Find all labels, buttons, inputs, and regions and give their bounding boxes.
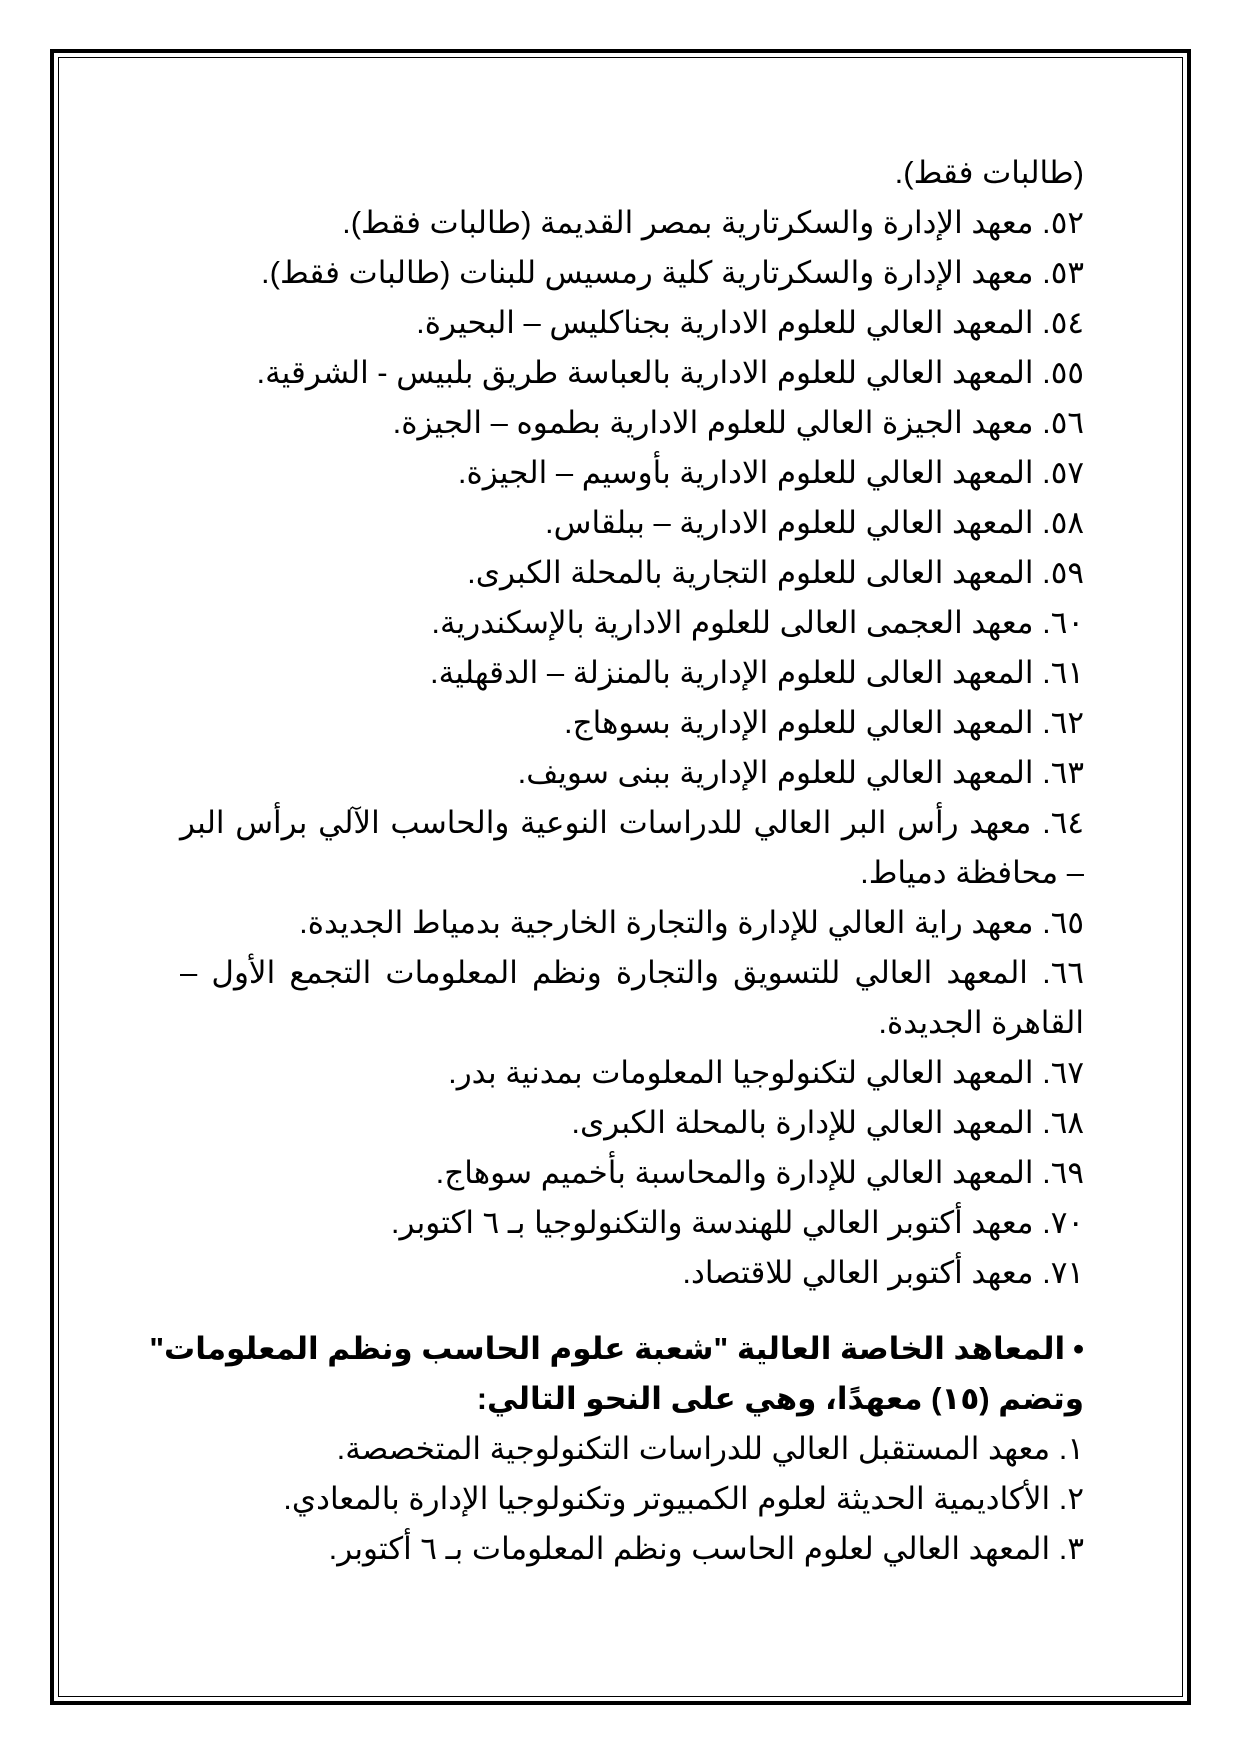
list-item: ٥٣. معهد الإدارة والسكرتارية كلية رمسيس للبنات (طالبات فقط). [261,255,1084,290]
list-item: ٥٢. معهد الإدارة والسكرتارية بمصر القديمة (طالبات فقط). [342,205,1084,240]
list-item: ٥٧. المعهد العالي للعلوم الادارية بأوسيم – الجيزة. [457,455,1084,490]
list-item: (طالبات فقط). [894,155,1084,190]
list-item: ٥٥. المعهد العالي للعلوم الادارية بالعباسة طريق بلبيس - الشرقية. [256,355,1084,390]
list-item: ٦٤. معهد رأس البر العالي للدراسات النوعية والحاسب الآلي برأس البر – محافظة دمياط. [180,805,1084,890]
section-heading [149,1324,1084,1374]
list-item: ٥٩. المعهد العالى للعلوم التجارية بالمحلة الكبرى. [467,555,1084,590]
list-item: ٦٣. المعهد العالي للعلوم الإدارية ببنى سويف. [517,755,1084,790]
list-item: ٦١. المعهد العالى للعلوم الإدارية بالمنزلة – الدقهلية. [429,655,1084,690]
list-item: ٥٤. المعهد العالي للعلوم الادارية بجناكليس – البحيرة. [416,305,1084,340]
bullet-icon: • [1073,1331,1084,1366]
list-item: ٧٠. معهد أكتوبر العالي للهندسة والتكنولوجيا بـ ٦ اكتوبر. [390,1205,1084,1240]
list-item: ٥٨. المعهد العالي للعلوم الادارية – ببلقاس. [545,505,1084,540]
section-subheading: وتضم (١٥) معهدًا، وهي على النحو التالي: [476,1381,1084,1416]
list-item: ٦٧. المعهد العالي لتكنولوجيا المعلومات بمدنية بدر. [448,1055,1084,1090]
list-item: ١. معهد المستقبل العالي للدراسات التكنولوجية المتخصصة. [336,1431,1084,1466]
section-spacer [180,1298,1084,1324]
list-item: ٦٩. المعهد العالي للإدارة والمحاسبة بأخميم سوهاج. [435,1155,1084,1190]
list-item: ٣. المعهد العالي لعلوم الحاسب ونظم المعلومات بـ ٦ أكتوبر. [328,1531,1084,1566]
list-item: ٧١. معهد أكتوبر العالي للاقتصاد. [682,1255,1084,1290]
list-item: ٦٦. المعهد العالي للتسويق والتجارة ونظم المعلومات التجمع الأول – القاهرة الجديدة. [180,955,1084,1040]
list-item: ٦٨. المعهد العالي للإدارة بالمحلة الكبرى. [571,1105,1084,1140]
list-item: ٥٦. معهد الجيزة العالي للعلوم الادارية بطموه – الجيزة. [392,405,1084,440]
list-item: ٢. الأكاديمية الحديثة لعلوم الكمبيوتر وتكنولوجيا الإدارة بالمعادي. [283,1481,1084,1516]
list-item: ٦٥. معهد راية العالي للإدارة والتجارة الخارجية بدمياط الجديدة. [299,905,1084,940]
section-heading-text: المعاهد الخاصة العالية "شعبة علوم الحاسب ونظم المعلومات" [149,1331,1066,1366]
list-item: ٦٢. المعهد العالي للعلوم الإدارية بسوهاج. [563,705,1084,740]
list-item: ٦٠. معهد العجمى العالى للعلوم الادارية بالإسكندرية. [431,605,1084,640]
document-body [149,148,1084,1574]
